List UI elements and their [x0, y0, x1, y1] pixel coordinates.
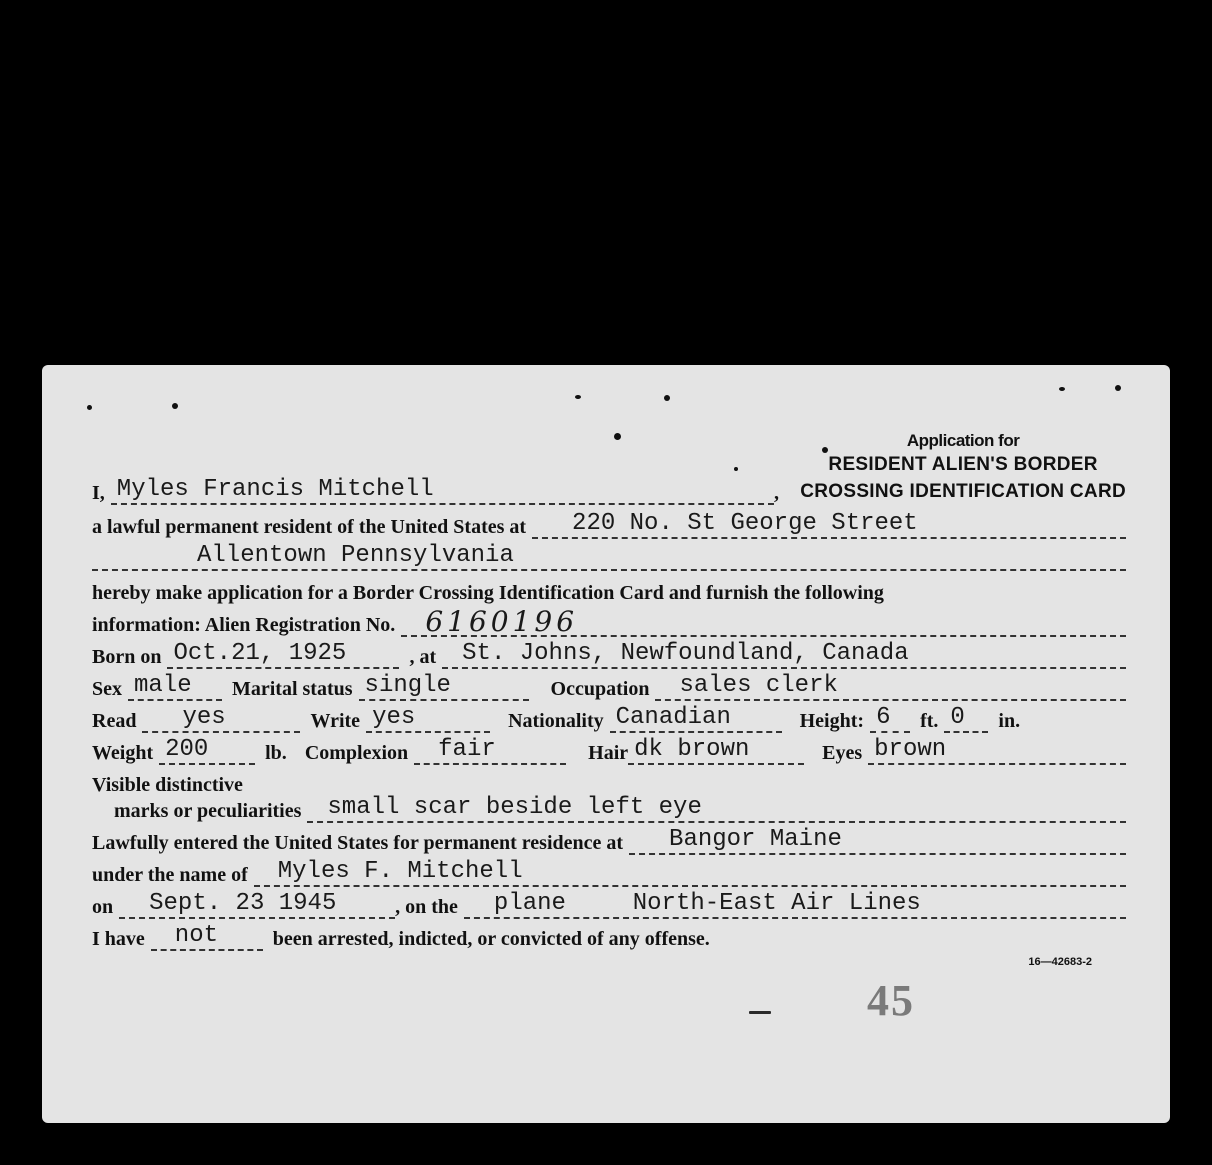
dash-mark — [749, 1011, 771, 1014]
address-line2 — [92, 543, 1126, 571]
marks-field[interactable]: small scar beside left eye — [307, 795, 1126, 823]
application-card — [42, 365, 1170, 1123]
name-field[interactable]: Myles Francis Mitchell — [111, 477, 774, 505]
complexion-label: Complexion — [304, 742, 409, 764]
weight-label: Weight — [92, 742, 154, 764]
sex-label: Sex — [92, 678, 122, 700]
title-application-for: Application for — [906, 431, 1020, 450]
arrested-line — [92, 923, 1126, 951]
hair-field[interactable]: dk brown — [628, 737, 804, 765]
read-line — [92, 705, 1126, 733]
alien-reg-line — [92, 605, 1126, 638]
born-label: Born on — [92, 646, 162, 668]
entry-name-field[interactable]: Myles F. Mitchell — [254, 859, 1126, 887]
i-label: I, — [92, 482, 105, 504]
write-label: Write — [310, 710, 361, 732]
eyes-label: Eyes — [822, 742, 863, 764]
read-label: Read — [92, 710, 137, 732]
complexion-field[interactable]: fair — [414, 737, 566, 765]
hereby-label: hereby make application for a Border Crossing Identification Card and furnish the following — [92, 582, 884, 604]
sex-line — [92, 673, 1126, 701]
speck — [172, 403, 178, 409]
title-resident-alien: RESIDENT ALIEN'S BORDER — [828, 454, 1098, 475]
name-line — [92, 477, 785, 505]
speck — [664, 395, 670, 401]
marital-label: Marital status — [232, 678, 353, 700]
occupation-field[interactable]: sales clerk — [655, 673, 1126, 701]
marks-line — [114, 795, 1126, 823]
weight-line — [92, 737, 1126, 765]
height-ft-field[interactable]: 6 — [870, 705, 910, 733]
nationality-label: Nationality — [508, 710, 604, 732]
speck — [575, 395, 581, 399]
ft-label: ft. — [920, 710, 939, 732]
entered-line — [92, 827, 1126, 855]
entered-label: Lawfully entered the United States for permanent residence at — [92, 832, 624, 854]
speck — [614, 433, 621, 440]
entry-date-field[interactable]: Sept. 23 1945 — [119, 891, 395, 919]
weight-field[interactable]: 200 — [159, 737, 255, 765]
born-line — [92, 641, 1126, 669]
address-line2-field[interactable]: Allentown Pennsylvania — [92, 543, 1126, 571]
speck — [734, 467, 738, 471]
speck — [1115, 385, 1121, 391]
height-label: Height: — [799, 710, 865, 732]
arrested-label: been arrested, indicted, or convicted of any offense. — [272, 928, 710, 950]
alien-reg-field[interactable]: 6160196 — [401, 609, 1126, 637]
hereby-line — [92, 577, 1126, 605]
speck — [87, 405, 92, 410]
carrier-value: North-East Air Lines — [632, 890, 921, 917]
eyes-field[interactable]: brown — [868, 737, 1126, 765]
write-field[interactable]: yes — [366, 705, 490, 733]
birth-place-field[interactable]: St. Johns, Newfoundland, Canada — [442, 641, 1126, 669]
marks-label: marks or peculiarities — [114, 800, 302, 822]
under-name-line — [92, 859, 1126, 887]
entry-date-line — [92, 891, 1126, 919]
hair-label: Hair — [588, 742, 629, 764]
visible-label: Visible distinctive — [92, 774, 243, 796]
address-line1-field[interactable]: 220 No. St George Street — [532, 511, 1126, 539]
i-have-label: I have — [92, 928, 145, 950]
born-at-label: , at — [409, 646, 437, 668]
occupation-label: Occupation — [550, 678, 650, 700]
height-in-field[interactable]: 0 — [944, 705, 988, 733]
form-title — [800, 431, 1126, 505]
in-label: in. — [998, 710, 1021, 732]
nationality-field[interactable]: Canadian — [610, 705, 782, 733]
resident-line — [92, 511, 1126, 539]
sex-field[interactable]: male — [128, 673, 222, 701]
stamp-number: 45 — [867, 976, 915, 1025]
conveyance-value: plane — [493, 890, 566, 917]
name-comma: , — [774, 482, 779, 504]
form-number: 16—42683-2 — [1028, 956, 1092, 968]
title-crossing-card: CROSSING IDENTIFICATION CARD — [800, 481, 1126, 502]
on-the-label: , on the — [395, 896, 458, 918]
under-name-label: under the name of — [92, 864, 248, 886]
speck — [1059, 387, 1065, 391]
arrested-field[interactable]: not — [151, 923, 263, 951]
read-field[interactable]: yes — [142, 705, 300, 733]
visible-line — [92, 769, 1126, 797]
lb-label: lb. — [265, 742, 287, 764]
on-label: on — [92, 896, 114, 918]
birth-date-field[interactable]: Oct.21, 1925 — [167, 641, 399, 669]
alien-reg-label: information: Alien Registration No. — [92, 614, 396, 636]
marital-field[interactable]: single — [359, 673, 529, 701]
conveyance-field[interactable] — [464, 891, 1126, 919]
resident-label: a lawful permanent resident of the United States at — [92, 516, 527, 538]
entry-place-field[interactable]: Bangor Maine — [629, 827, 1126, 855]
